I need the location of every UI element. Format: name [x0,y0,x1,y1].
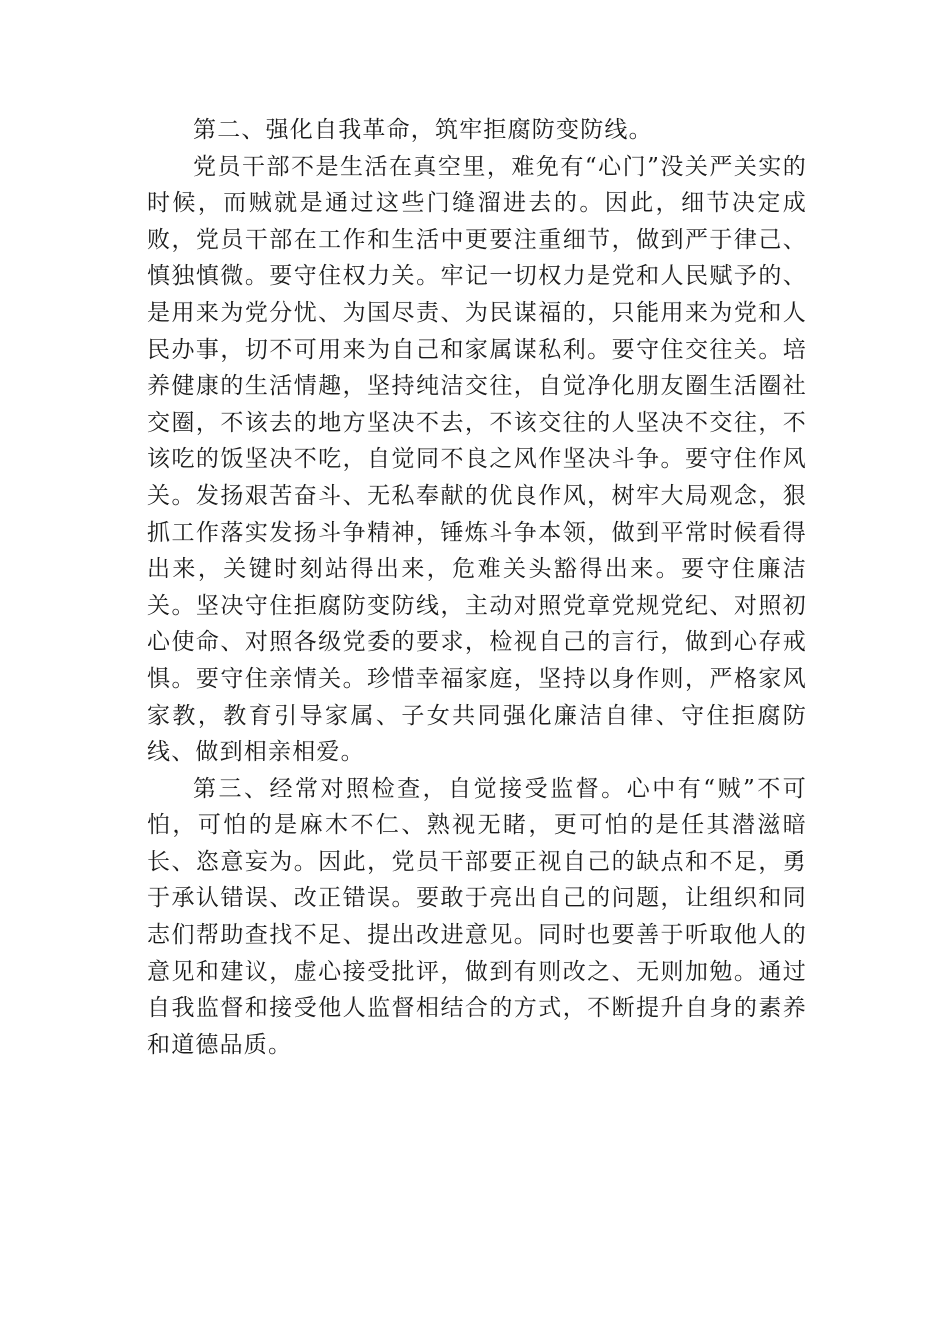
document-body [147,112,807,1063]
paragraph-section-two-heading: 第二、强化自我革命，筑牢拒腐防变防线。 [193,117,653,143]
paragraph-section-three: 第三、经常对照检查，自觉接受监督。心中有“贼”不可怕，可怕的是麻木不仁、熟视无睹，更可怕的是任其潜滋暗长、恣意妄为。因此，党员干部要正视自己的缺点和不足，勇于承认错误、改正错误。要敢于亮出自己的问题，让组织和同志们帮助查找不足、提出改进意见。同时也要善于听取他人的意见和建议，虚心接受批评，做到有则改之、无则加勉。通过自我监督和接受他人监督相结合的方式，不断提升自身的素养和道德品质。 [147,775,807,1058]
paragraph-section-two-body: 党员干部不是生活在真空里，难免有“心门”没关严关实的时候，而贼就是通过这些门缝溜进去的。因此，细节决定成败，党员干部在工作和生活中更要注重细节，做到严于律己、慎独慎微。要守住权力关。牢记一切权力是党和人民赋予的、是用来为党分忧、为国尽责、为民谋福的，只能用来为党和人民办事，切不可用来为自己和家属谋私利。要守住交往关。培养健康的生活情趣，坚持纯洁交往，自觉净化朋友圈生活圈社交圈，不该去的地方坚决不去，不该交往的人坚决不交往，不该吃的饭坚决不吃，自觉同不良之风作坚决斗争。要守住作风关。发扬艰苦奋斗、无私奉献的优良作风，树牢大局观念，狠抓工作落实发扬斗争精神，锤炼斗争本领，做到平常时候看得出来，关键时刻站得出来，危难关头豁得出来。要守住廉洁关。坚决守住拒腐防变防线，主动对照党章党规党纪、对照初心使命、对照各级党委的要求，检视自己的言行，做到心存戒惧。要守住亲情关。珍惜幸福家庭，坚持以身作则，严格家风家教，教育引导家属、子女共同强化廉洁自律、守住拒腐防线、做到相亲相爱。 [147,153,807,766]
